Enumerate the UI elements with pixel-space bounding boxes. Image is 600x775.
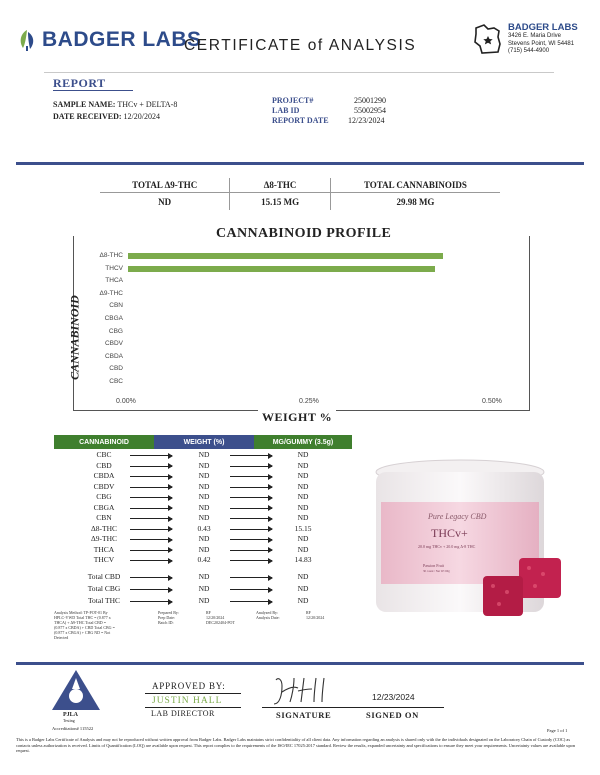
cannabinoid-name: Δ9-THC	[90, 534, 118, 543]
sample-name-label: SAMPLE NAME:	[53, 100, 116, 109]
mg-per-gummy-value: ND	[297, 572, 309, 581]
project-label-cell	[272, 96, 313, 105]
cannabinoid-name: Total CBD	[87, 572, 121, 581]
weight-value: ND	[198, 572, 210, 581]
weight-value: ND	[198, 596, 210, 605]
method-note: Analysis Method: TP-POT-01 By HPLC-VWD Total THC = (0.877 x THCA) + Δ9-THC Total CBD = (0.877 x CBDA) + CBD Total CBG = (0.877 x CBGA) + CBG ND = Not Detected	[54, 610, 115, 640]
row-arrow	[130, 487, 172, 488]
row-arrow	[230, 539, 272, 540]
report-date-label: REPORT DATE	[272, 116, 329, 125]
summary-header-total-cannabinoids: TOTAL CANNABINOIDS	[363, 180, 467, 190]
row-arrow	[230, 550, 272, 551]
prepared-by-value: RF	[206, 610, 211, 615]
cannabinoid-name: CBG	[96, 492, 112, 501]
y-tick-label: CBG	[108, 327, 123, 335]
mg-per-gummy-value: ND	[297, 544, 309, 554]
signature-image	[268, 674, 342, 708]
lab-id-label: LAB ID	[272, 106, 300, 115]
y-tick-label: Δ8-THC	[99, 252, 123, 259]
weight-value: 0.43	[197, 523, 211, 533]
chart-title: CANNABINOID PROFILE	[210, 226, 397, 242]
accreditation-number: Accreditation# 115522	[52, 726, 94, 731]
mg-per-gummy-value: ND	[297, 450, 309, 459]
y-tick-label: THCV	[105, 264, 123, 272]
weight-value: ND	[198, 492, 210, 501]
brand-name: BADGER LABS	[42, 28, 202, 51]
y-tick-label: Δ9-THC	[99, 289, 123, 297]
project-value: 25001290	[354, 96, 386, 105]
prep-date-value: 12/20/2024	[206, 615, 225, 620]
row-arrow	[130, 466, 172, 467]
cannabinoid-name: CBDV	[93, 481, 115, 491]
cannabinoid-name: CBDA	[93, 471, 115, 480]
row-arrow	[230, 601, 272, 602]
mg-per-gummy-value: ND	[297, 471, 309, 480]
badger-labs-logo	[16, 28, 202, 52]
prep-date-label: Prep Date:	[158, 615, 175, 620]
cannabinoid-name: CBN	[96, 513, 112, 522]
cannabinoid-name: THCV	[93, 555, 115, 564]
y-tick-label: CBC	[109, 378, 123, 385]
batch-id-value: DEC202404-POT	[206, 620, 235, 625]
x-tick-label: 0.50%	[482, 398, 502, 405]
mg-per-gummy-value: ND	[297, 481, 309, 491]
cannabinoid-name: Δ8-THC	[90, 523, 118, 533]
report-section-label: REPORT	[53, 76, 106, 90]
approver-name: JUSTIN HALL	[152, 696, 223, 706]
report-date-label-cell	[272, 116, 329, 125]
x-tick-label: 0.25%	[299, 398, 319, 405]
disclaimer: This is a Badger Labs Certificate of Analysis and may not be reproduced without written approval from Badger Labs. Badger Labs maintains strict confidentiality of all client data. Any information regarding an analysis is shared only with the the individuals designated on the Laboratory Chain of Custody (COC) as contacts unless authorization is received. Limits of Quantification (LOQ) are available upon request. This report complies to the requirements of the ISO/IEC 17025:2017 standard. Review the results, expanded uncertainty and specifications to ensure they meet your requirements. Uncertainty values are available upon request.	[16, 737, 576, 753]
row-arrow	[230, 455, 272, 456]
row-arrow	[130, 476, 172, 477]
mg-per-gummy-value: ND	[297, 492, 309, 501]
cannabinoid-name: CBD	[96, 460, 112, 470]
leaf-icon	[16, 28, 38, 52]
cannabinoid-name: CBC	[96, 450, 112, 459]
signed-on-date: 12/23/2024	[372, 692, 415, 702]
pjla-sublabel: Testing	[63, 718, 75, 723]
mg-per-gummy-value: ND	[297, 460, 309, 470]
analysis-values	[306, 610, 324, 620]
row-arrow	[130, 589, 172, 590]
row-arrow	[230, 487, 272, 488]
weight-value: ND	[198, 513, 210, 522]
analysis-info	[256, 610, 280, 620]
summary-header-total-d9: TOTAL Δ9-THC	[132, 180, 198, 190]
cannabinoid-name: THCA	[93, 544, 115, 554]
approved-by-label: APPROVED BY:	[152, 681, 226, 691]
row-arrow	[130, 577, 172, 578]
row-arrow	[230, 589, 272, 590]
mg-per-gummy-value: ND	[297, 502, 309, 512]
weight-value: ND	[198, 460, 210, 470]
divider	[16, 162, 584, 165]
results-table-body	[54, 450, 354, 610]
approved-line	[145, 693, 241, 694]
col-header-cannabinoid: CANNABINOID	[54, 435, 154, 449]
weight-value: ND	[198, 502, 210, 512]
approver-line	[145, 707, 241, 708]
weight-value: 0.42	[197, 555, 211, 564]
y-tick-label: CBDV	[104, 340, 123, 348]
batch-id-label: Batch ID:	[158, 620, 174, 625]
product-name: THCv+	[431, 526, 468, 540]
row-arrow	[130, 529, 172, 530]
lab-id-label-cell	[272, 106, 299, 115]
lab-phone: (715) 544-4900	[508, 48, 550, 54]
x-tick-label: 0.00%	[116, 398, 136, 405]
row-arrow	[230, 497, 272, 498]
date-received-row	[53, 112, 160, 121]
mg-per-gummy-value: 15.15	[294, 523, 312, 533]
weight-value: ND	[198, 471, 210, 480]
lab-address-line2: Stevens Point, WI 54481	[508, 40, 575, 47]
approver-title: LAB DIRECTOR	[151, 709, 215, 718]
mg-per-gummy-value: ND	[297, 596, 309, 605]
analysis-date-label: Analysis Date:	[256, 615, 280, 620]
cannabinoid-name: Total CBG	[87, 584, 121, 593]
product-dose: 20.0 mg THCv + 20.0 mg Δ-8 THC	[418, 544, 476, 549]
y-tick-label: THCA	[105, 277, 123, 285]
row-arrow	[230, 529, 272, 530]
sample-name-row	[53, 100, 177, 109]
analysis-date-value: 12/20/2024	[306, 615, 325, 620]
summary-table	[100, 178, 500, 210]
row-arrow	[230, 466, 272, 467]
row-arrow	[130, 601, 172, 602]
weight-value: ND	[198, 481, 210, 491]
mg-per-gummy-value: ND	[297, 584, 309, 593]
summary-header-d8: Δ8-THC	[263, 180, 297, 190]
page-number: Page 1 of 1	[547, 728, 568, 733]
chart-x-axis-label: WEIGHT %	[258, 410, 336, 425]
y-tick-label: CBDA	[104, 352, 123, 360]
product-count: 30 count / Net Wt 60g	[423, 569, 450, 573]
row-arrow	[130, 550, 172, 551]
col-header-weight: WEIGHT (%)	[154, 435, 254, 449]
report-date-value: 12/23/2024	[348, 116, 385, 125]
signature-label: SIGNATURE	[276, 710, 332, 720]
row-arrow	[230, 476, 272, 477]
y-tick-label: CBN	[109, 302, 123, 310]
signed-on-label: SIGNED ON	[366, 710, 419, 720]
row-arrow	[230, 560, 272, 561]
prepared-by-label: Prepared By:	[158, 610, 179, 615]
prep-info	[158, 610, 179, 625]
y-tick-label: CBD	[109, 365, 123, 373]
results-table-header	[54, 435, 352, 449]
date-received-label: DATE RECEIVED:	[53, 112, 122, 121]
y-tick-label: CBGA	[104, 315, 123, 322]
wisconsin-map-icon	[472, 22, 504, 56]
date-received-value: 12/20/2024	[123, 112, 160, 121]
cannabinoid-name: CBGA	[93, 502, 115, 512]
pjla-label: PJLA	[63, 712, 78, 718]
lab-address-block	[472, 22, 578, 56]
weight-value: ND	[198, 544, 210, 554]
chart-y-axis-label: CANNABINOID	[67, 295, 82, 380]
summary-value-total-cannabinoids: 29.98 MG	[396, 196, 435, 207]
mg-per-gummy-value: ND	[297, 534, 309, 543]
weight-value: ND	[198, 450, 210, 459]
analyzed-by-label: Analyzed By:	[256, 610, 279, 615]
row-arrow	[130, 508, 172, 509]
row-arrow	[230, 508, 272, 509]
chart-frame	[73, 236, 530, 411]
sample-name-value: THCv + DELTA-8	[117, 100, 178, 109]
lab-name: BADGER LABS	[508, 22, 578, 33]
footer-divider	[16, 662, 584, 665]
summary-value-d8: 15.15 MG	[261, 196, 300, 207]
prep-values	[206, 610, 235, 625]
mg-per-gummy-value: ND	[297, 513, 309, 522]
row-arrow	[130, 518, 172, 519]
row-arrow	[230, 577, 272, 578]
signed-on-line	[358, 707, 444, 708]
row-arrow	[230, 518, 272, 519]
cannabinoid-name: Total THC	[87, 596, 121, 605]
mg-per-gummy-value: 14.83	[294, 555, 312, 564]
lab-id-value: 55002954	[354, 106, 386, 115]
summary-value-total-d9: ND	[158, 196, 172, 207]
signature-line	[262, 707, 362, 708]
weight-value: ND	[198, 584, 210, 593]
product-flavor: Passion Fruit	[423, 563, 445, 568]
product-brand-script: Pure Legacy CBD	[428, 512, 487, 521]
row-arrow	[130, 539, 172, 540]
col-header-mg-per-gummy: MG/GUMMY (3.5g)	[254, 435, 352, 449]
row-arrow	[130, 455, 172, 456]
report-underline	[53, 90, 133, 91]
project-label: PROJECT#	[272, 96, 314, 105]
page-title: CERTIFICATE of ANALYSIS	[184, 37, 417, 54]
lab-address-line1: 3426 E. Maria Drive	[508, 33, 562, 39]
weight-value: ND	[198, 534, 210, 543]
row-arrow	[130, 497, 172, 498]
analyzed-by-value: RF	[306, 610, 311, 615]
row-arrow	[130, 560, 172, 561]
